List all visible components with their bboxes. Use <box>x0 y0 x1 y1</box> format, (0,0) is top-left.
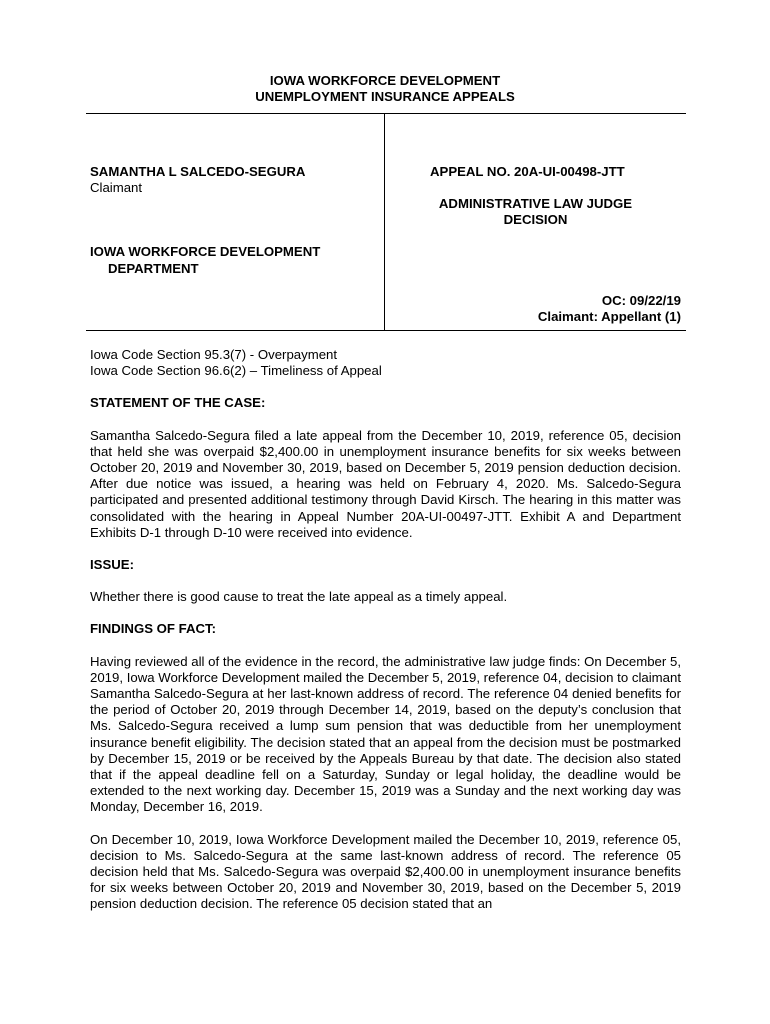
findings-paragraph: Having reviewed all of the evidence in the record, the administrative law judge finds: On December 5, 2019, Iowa Workforce Development mailed the December 5, 2019, reference 04, decision to claimant Samantha Salcedo-Segura at her last-known address of record. The reference 04 denied benefits for the period of October 20, 2019 through December 14, 2019, based on the deputy’s conclusion that Ms. Salcedo-Segura received a lump sum pension that was deductible from her unemployment insurance benefit eligibility. The decision stated that an appeal from the decision must be postmarked by December 15, 2019 or be received by the Appeals Bureau by that date. The decision also stated that if the appeal deadline fell on a Saturday, Sunday or legal holiday, the deadline would be extended to the next working day. December 15, 2019 was a Sunday and the next working day was Monday, December 16, 2019. <box>90 653 681 815</box>
caption-appeal-info <box>390 164 681 325</box>
claimant-role: Claimant <box>90 180 143 196</box>
decision-title-cont: DECISION <box>503 212 568 228</box>
findings-heading: FINDINGS OF FACT: <box>90 621 217 637</box>
issue-paragraph: Whether there is good cause to treat the late appeal as a timely appeal. <box>90 589 508 605</box>
code-section: Iowa Code Section 95.3(7) - Overpayment <box>90 347 338 362</box>
respondent-name-cont: DEPARTMENT <box>108 260 199 276</box>
statement-heading: STATEMENT OF THE CASE: <box>90 395 266 411</box>
code-section: Iowa Code Section 96.6(2) – Timeliness of Appeal <box>90 363 382 379</box>
claimant-name: SAMANTHA L SALCEDO-SEGURA <box>90 164 306 179</box>
decision-title: ADMINISTRATIVE LAW JUDGE <box>438 196 633 212</box>
caption-parties <box>90 164 380 277</box>
issue-heading: ISSUE: <box>90 557 134 573</box>
original-claim-date: OC: 09/22/19 <box>601 292 681 308</box>
caption-divider <box>384 113 385 331</box>
appeal-number: APPEAL NO. 20A-UI-00498-JTT <box>430 164 625 179</box>
caption-top-rule <box>86 113 686 114</box>
respondent-name: IOWA WORKFORCE DEVELOPMENT <box>90 244 321 260</box>
decision-body <box>90 347 681 913</box>
caption-bottom-rule <box>86 330 686 331</box>
findings-paragraph: On December 10, 2019, Iowa Workforce Development mailed the December 10, 2019, reference 05, decision to Ms. Salcedo-Segura at the same last-known address of record. The reference 05 decision held that Ms. Salcedo-Segura was overpaid $2,400.00 in unemployment insurance benefits for six weeks between October 20, 2019 and November 30, 2019, based on the December 5, 2019 pension deduction decision. The reference 05 decision stated that an <box>90 831 681 912</box>
agency-division: UNEMPLOYMENT INSURANCE APPEALS <box>255 89 515 105</box>
claimant-status: Claimant: Appellant (1) <box>537 308 681 324</box>
agency-name: IOWA WORKFORCE DEVELOPMENT <box>269 73 501 88</box>
statement-paragraph: Samantha Salcedo-Segura filed a late appeal from the December 10, 2019, reference 05, decision that held she was overpaid $2,400.00 in unemployment insurance benefits for six weeks between October 20, 2019 and November 30, 2019, based on December 5, 2019 pension deduction decision. After due notice was issued, a hearing was held on February 4, 2020. Ms. Salcedo-Segura participated and presented additional testimony through David Kirsch. The hearing in this matter was consolidated with the hearing in Appeal Number 20A-UI-00497-JTT. Exhibit A and Department Exhibits D-1 through D-10 were received into evidence. <box>90 427 681 540</box>
agency-header <box>0 73 770 105</box>
